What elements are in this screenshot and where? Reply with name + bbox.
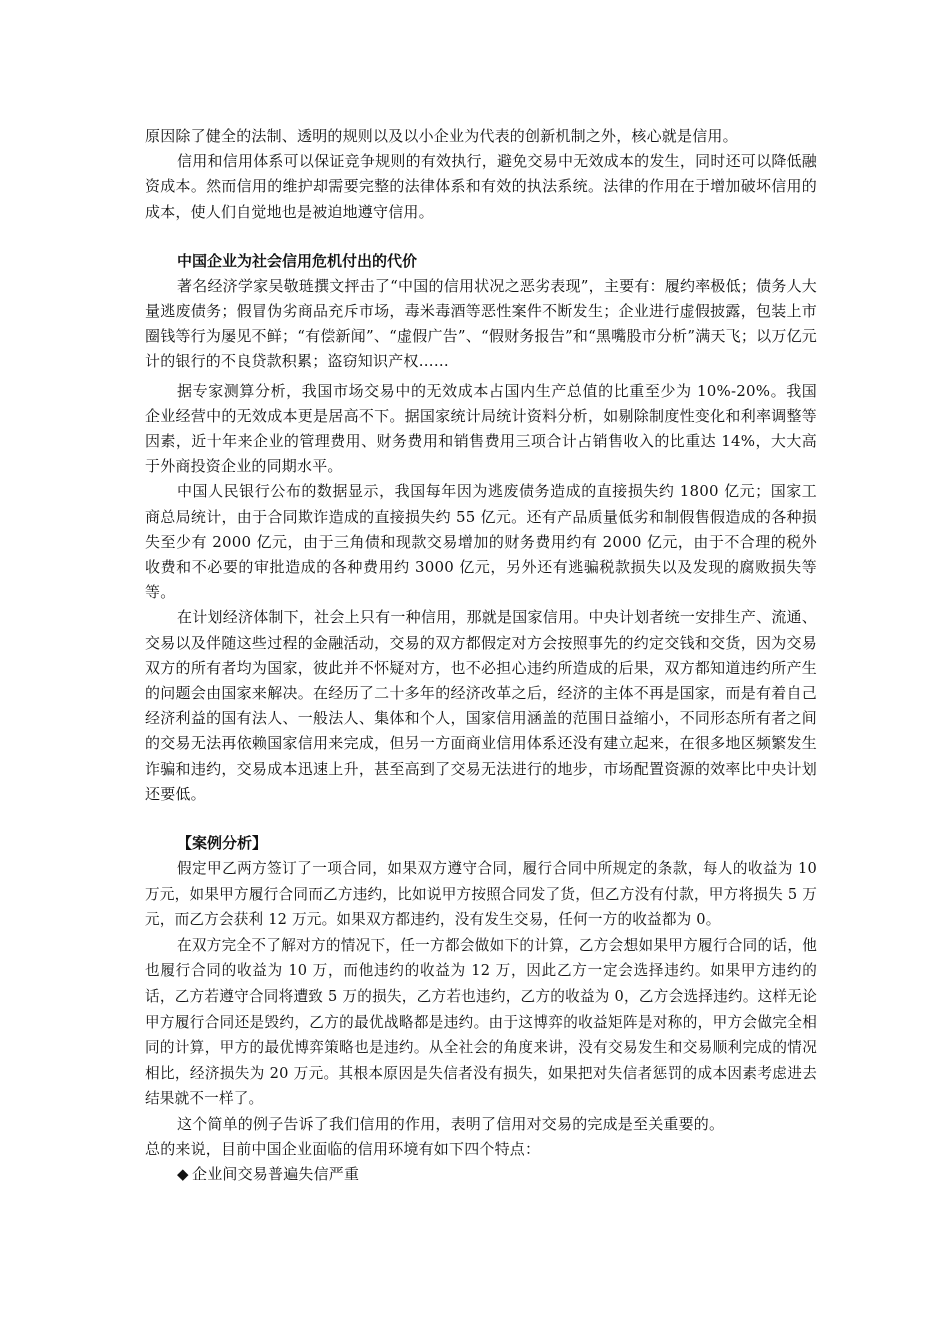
paragraph-credit-importance: 这个简单的例子告诉了我们信用的作用，表明了信用对交易的完成是至关重要的。 [177,1115,725,1134]
section-spacer [145,807,817,831]
bullet-item-text: 企业间交易普遍失信严重 [192,1165,360,1184]
paragraph-case-setup: 假定甲乙两方签订了一项合同，如果双方遵守合同，履行合同中所规定的条款，每人的收益为 10 万元，如果甲方履行合同而乙方违约，比如说甲方按照合同发了货，但乙方没有付款，甲方将损失 5 万元，而乙方会获利 12 万元。如果双方都违约，没有发生交易，任何一方的收益都为 0。 [145,860,817,929]
section-heading-case-analysis: 【案例分析】 [177,834,268,853]
paragraph-credit-system: 信用和信用体系可以保证竞争规则的有效执行，避免交易中无效成本的发生，同时还可以降低融资成本。然而信用的维护却需要完整的法律体系和有效的执法系统。法律的作用在于增加破坏信用的成本，使人们自觉地也是被迫地遵守信用。 [145,152,817,221]
paragraph-four-features: 总的来说，目前中国企业面临的信用环境有如下四个特点： [145,1140,541,1159]
bullet-item-1 [145,1162,817,1187]
diamond-bullet-icon: ◆ [177,1165,189,1184]
paragraph-pboc-data: 中国人民银行公布的数据显示，我国每年因为逃废债务造成的直接损失约 1800 亿元；国家工商总局统计，由于合同欺诈造成的直接损失约 55 亿元。还有产品质量低劣和制假售假造成的各种损失至少有 2000 亿元，由于三角债和现款交易增加的财务费用约有 2000 亿元，由于不合理的税外收费和不必要的审批造成的各种费用约 3000 亿元，另外还有逃骗税款损失以及发现的腐败损失等等。 [145,482,817,602]
paragraph-credit-core: 原因除了健全的法制、透明的规则以及以小企业为代表的创新机制之外，核心就是信用。 [145,127,738,145]
case-analysis-block [145,856,817,1112]
section-spacer [145,225,817,249]
section-heading-credit-crisis: 中国企业为社会信用危机付出的代价 [177,251,418,270]
paragraph-wu-jinglian: 著名经济学家吴敬琏撰文抨击了“中国的信用状况之恶劣表现”，主要有：履约率极低；债务人大量逃废债务；假冒伪劣商品充斥市场，毒米毒酒等恶性案件不断发生；企业进行虚假披露，包装上市圈钱等行为屡见不鲜；“有偿新闻”、“虚假广告”、“假财务报告”和“黑嘴股市分析”满天飞；以万亿元计的银行的不良贷款积累；盗窃知识产权…… [145,276,817,371]
paragraph-case-reasoning: 在双方完全不了解对方的情况下，任一方都会做如下的计算，乙方会想如果甲方履行合同的话，他也履行合同的收益为 10 万，而他违约的收益为 12 万，因此乙方一定会选择违约。如果甲方违约的话，乙方若遵守合同将遭致 5 万的损失，乙方若也违约，乙方的收益为 0，乙方会选择违约。这样无论甲方履行合同还是毁约，乙方的最优战略都是违约。由于这博弈的收益矩阵是对称的，甲方会做完全相同的计算，甲方的最优博弈策略也是违约。从全社会的角度来讲，没有交易发生和交易顺利完成的情况相比，经济损失为 20 万元。其根本原因是失信者没有损失，如果把对失信者惩罚的成本因素考虑进去结果就不一样了。 [145,936,817,1108]
paragraph-invalid-cost: 据专家测算分析，我国市场交易中的无效成本占国内生产总值的比重至少为 10%-20%。我国企业经营中的无效成本更是居高不下。据国家统计局统计资料分析，如剔除制度性变化和利率调整等因素，近十年来企业的管理费用、财务费用和销售费用三项合计占销售收入的比重达 14%，大大高于外商投资企业的同期水平。 [145,381,817,476]
document-page [145,124,817,1188]
paragraph-planned-economy: 在计划经济体制下，社会上只有一种信用，那就是国家信用。中央计划者统一安排生产、流通、交易以及伴随这些过程的金融活动，交易的双方都假定对方会按照事先的约定交钱和交货，因为交易双方的所有者均为国家，彼此并不怀疑对方，也不必担心违约所造成的后果，双方都知道违约所产生的问题会由国家来解决。在经历了二十多年的经济改革之后，经济的主体不再是国家，而是有着自己经济利益的国有法人、一般法人、集体和个人，国家信用涵盖的范围日益缩小，不同形态所有者之间的交易无法再依赖国家信用来完成，但另一方面商业信用体系还没有建立起来，在很多地区频繁发生诈骗和违约，交易成本迅速上升，甚至高到了交易无法进行的地步，市场配置资源的效率比中央计划还要低。 [145,608,817,803]
